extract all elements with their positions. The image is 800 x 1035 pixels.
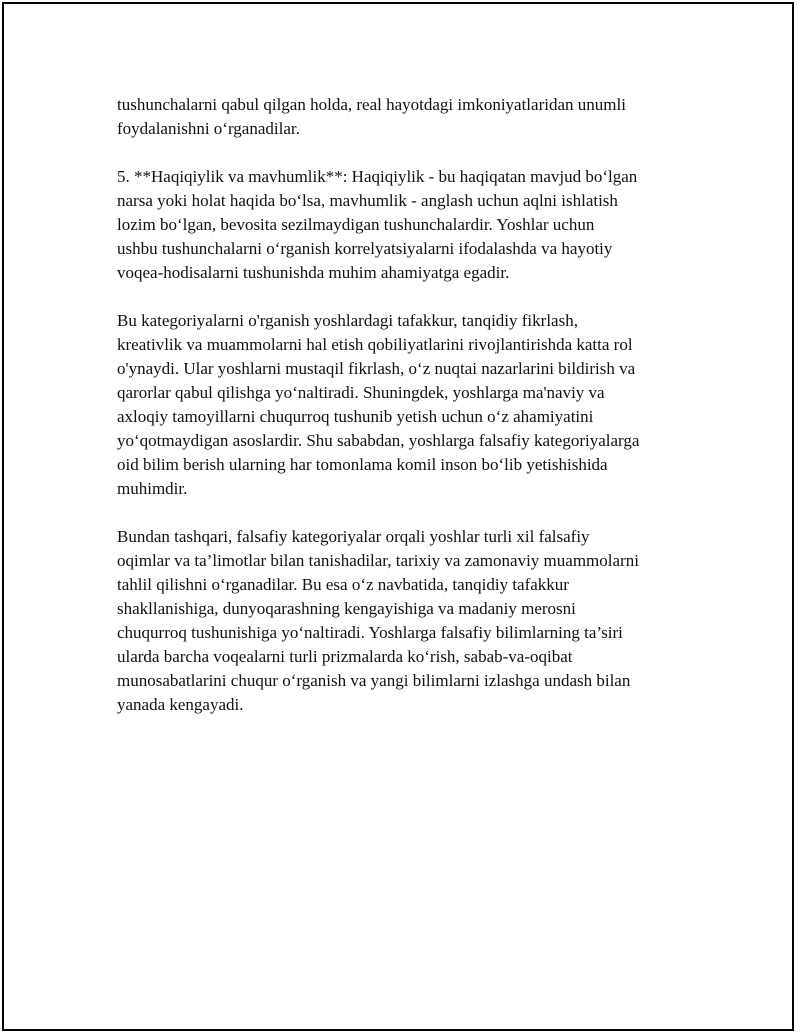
text-line: Bundan tashqari, falsafiy kategoriyalar orqali yoshlar turli xil falsafiy — [117, 527, 590, 546]
text-line: muhimdir. — [117, 479, 188, 498]
text-line: kreativlik va muammolarni hal etish qobiliyatlarini rivojlantirishda katta rol — [117, 335, 633, 354]
paragraph-2 — [117, 165, 697, 285]
text-line: shakllanishiga, dunyoqarashning kengayishiga va madaniy merosni — [117, 599, 576, 618]
text-line: yanada kengayadi. — [117, 695, 244, 714]
text-line: 5. **Haqiqiylik va mavhumlik**: Haqiqiylik - bu haqiqatan mavjud boʻlgan — [117, 167, 638, 186]
text-line: axloqiy tamoyillarni chuqurroq tushunib yetish uchun oʻz ahamiyatini — [117, 407, 594, 426]
text-line: ularda barcha voqealarni turli prizmalarda koʻrish, sabab-va-oqibat — [117, 647, 573, 666]
text-line: oid bilim berish ularning har tomonlama komil inson boʻlib yetishishida — [117, 455, 608, 474]
text-line: chuqurroq tushunishiga yoʻnaltiradi. Yoshlarga falsafiy bilimlarning ta’siri — [117, 623, 623, 642]
text-line: narsa yoki holat haqida boʻlsa, mavhumlik - anglash uchun aqlni ishlatish — [117, 191, 618, 210]
paragraph-3 — [117, 309, 697, 501]
text-line: oqimlar va ta’limotlar bilan tanishadilar, tarixiy va zamonaviy muammolarni — [117, 551, 639, 570]
text-line: tushunchalarni qabul qilgan holda, real hayotdagi imkoniyatlaridan unumli — [117, 95, 626, 114]
paragraph-1 — [117, 93, 697, 141]
text-line: munosabatlarini chuqur oʻrganish va yangi bilimlarni izlashga undash bilan — [117, 671, 631, 690]
text-line: yoʻqotmaydigan asoslardir. Shu sababdan, yoshlarga falsafiy kategoriyalarga — [117, 431, 640, 450]
text-line: tahlil qilishni oʻrganadilar. Bu esa oʻz navbatida, tanqidiy tafakkur — [117, 575, 569, 594]
text-line: ushbu tushunchalarni oʻrganish korrelyatsiyalarni ifodalashda va hayotiy — [117, 239, 613, 258]
text-line: o'ynaydi. Ular yoshlarni mustaqil fikrlash, oʻz nuqtai nazarlarini bildirish va — [117, 359, 636, 378]
text-line: Bu kategoriyalarni o'rganish yoshlardagi tafakkur, tanqidiy fikrlash, — [117, 311, 578, 330]
text-line: lozim boʻlgan, bevosita sezilmaydigan tushunchalardir. Yoshlar uchun — [117, 215, 595, 234]
paragraph-4 — [117, 525, 697, 717]
text-line: foydalanishni oʻrganadilar. — [117, 119, 300, 138]
document-body — [117, 93, 697, 741]
text-line: qarorlar qabul qilishga yoʻnaltiradi. Shuningdek, yoshlarga ma'naviy va — [117, 383, 605, 402]
text-line: voqea-hodisalarni tushunishda muhim ahamiyatga egadir. — [117, 263, 510, 282]
